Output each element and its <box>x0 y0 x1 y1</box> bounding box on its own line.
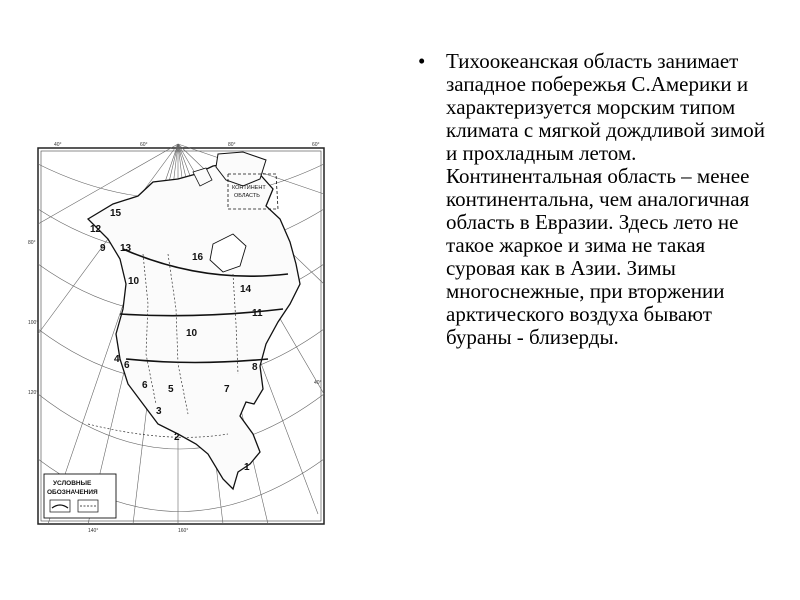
region-number: 4 <box>114 354 120 365</box>
paragraph-text: Тихоокеанская область занимает западное побережья С.Америки и характеризуется морским типом климата с мягкой дождливой зимой и прохладным летом. Континентальная область – менее континентальна, чем аналогичная область в Евразии. Здесь лето не такое жаркое и зима не такая суровая как в Азии. Зимы многоснежные, при вторжении арктического воздуха бывают бураны - близерды. <box>446 49 765 349</box>
region-number: 10 <box>128 276 140 287</box>
inset-label-line2: ОБЛАСТЬ <box>234 193 260 199</box>
region-number: 12 <box>90 224 102 235</box>
region-number: 10 <box>186 328 198 339</box>
region-number: 1 <box>244 462 250 473</box>
region-number: 9 <box>100 243 106 254</box>
north-america-climate-map-icon <box>28 134 334 534</box>
tick-label: 80° <box>28 240 36 246</box>
region-number: 3 <box>156 406 162 417</box>
bullet-icon: • <box>418 49 426 73</box>
tick-label: 160° <box>178 528 189 534</box>
legend-title-line2: ОБОЗНАЧЕНИЯ <box>47 489 98 496</box>
tick-label: 60° <box>140 142 148 148</box>
tick-label: 40° <box>314 380 322 386</box>
bullet-paragraph <box>418 50 768 349</box>
region-number: 11 <box>252 308 263 319</box>
legend-title-line1: УСЛОВНЫЕ <box>53 480 92 487</box>
region-number: 6 <box>124 360 130 371</box>
region-number: 7 <box>224 384 230 395</box>
region-number: 16 <box>192 252 204 263</box>
region-number: 5 <box>168 384 174 395</box>
region-number: 8 <box>252 362 258 373</box>
tick-label: 60° <box>312 142 320 148</box>
region-number: 2 <box>174 432 180 443</box>
region-number: 6 <box>142 380 148 391</box>
climate-map <box>28 134 334 534</box>
region-number: 13 <box>120 243 132 254</box>
tick-label: 120° <box>28 390 39 396</box>
tick-label: 100° <box>28 320 39 326</box>
inset-label-line1: КОНТИНЕНТ <box>232 185 266 191</box>
map-legend <box>44 474 116 518</box>
tick-label: 140° <box>88 528 99 534</box>
description-text-block <box>418 50 768 349</box>
tick-label: 40° <box>54 142 62 148</box>
region-number: 15 <box>110 208 122 219</box>
region-number: 14 <box>240 284 252 295</box>
tick-label: 80° <box>228 142 236 148</box>
